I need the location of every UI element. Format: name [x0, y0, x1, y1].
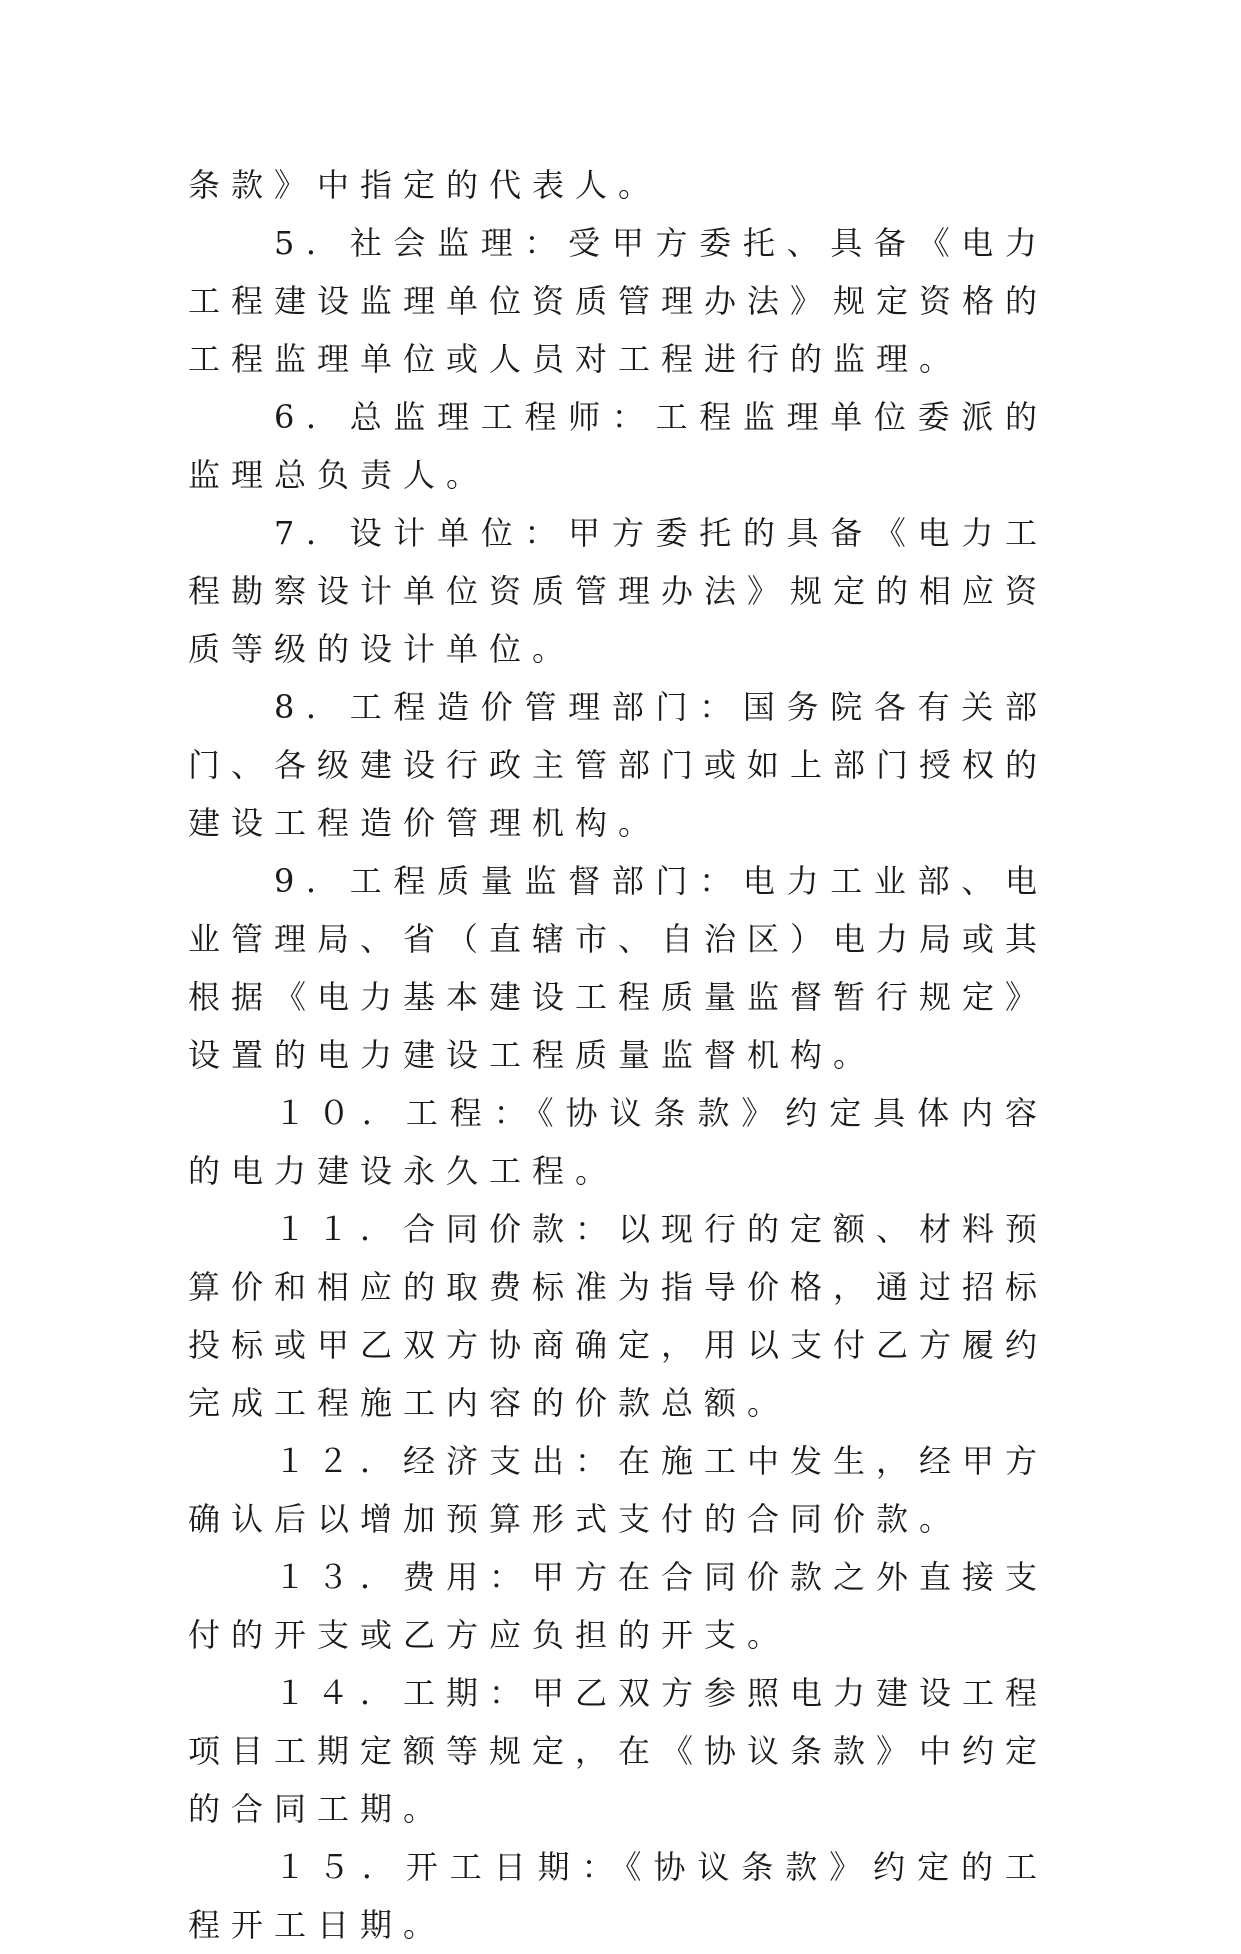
paragraph-item-13: １３．费用：甲方在合同价款之外直接支付的开支或乙方应负担的开支。: [188, 1558, 1049, 1654]
paragraph-item-5: 5．社会监理：受甲方委托、具备《电力工程建设监理单位资质管理办法》规定资格的工程监理单位或人员对工程进行的监理。: [188, 224, 1049, 378]
paragraph-item-8: 8．工程造价管理部门：国务院各有关部门、各级建设行政主管部门或如上部门授权的建设工程造价管理机构。: [188, 688, 1049, 842]
paragraph-item-11: １１．合同价款：以现行的定额、材料预算价和相应的取费标准为指导价格，通过招标投标或甲乙双方协商确定，用以支付乙方履约完成工程施工内容的价款总额。: [188, 1210, 1049, 1422]
paragraph-item-14: １４．工期：甲乙双方参照电力建设工程项目工期定额等规定，在《协议条款》中约定的合同工期。: [188, 1674, 1049, 1828]
paragraph-item-9: 9．工程质量监督部门：电力工业部、电业管理局、省（直辖市、自治区）电力局或其根据《电力基本建设工程质量监督暂行规定》设置的电力建设工程质量监督机构。: [188, 862, 1049, 1074]
paragraph-item-6: 6．总监理工程师：工程监理单位委派的监理总负责人。: [188, 398, 1048, 494]
paragraph-continuation: 条款》中指定的代表人。: [188, 166, 662, 204]
paragraph-item-7: 7．设计单位：甲方委托的具备《电力工程勘察设计单位资质管理办法》规定的相应资质等级的设计单位。: [188, 514, 1049, 668]
document-body: [188, 156, 1048, 1954]
paragraph-item-15: １５．开工日期：《协议条款》约定的工程开工日期。: [188, 1848, 1048, 1944]
paragraph-item-10: １０．工程：《协议条款》约定具体内容的电力建设永久工程。: [188, 1094, 1048, 1190]
paragraph-item-12: １２．经济支出：在施工中发生，经甲方确认后以增加预算形式支付的合同价款。: [188, 1442, 1049, 1538]
